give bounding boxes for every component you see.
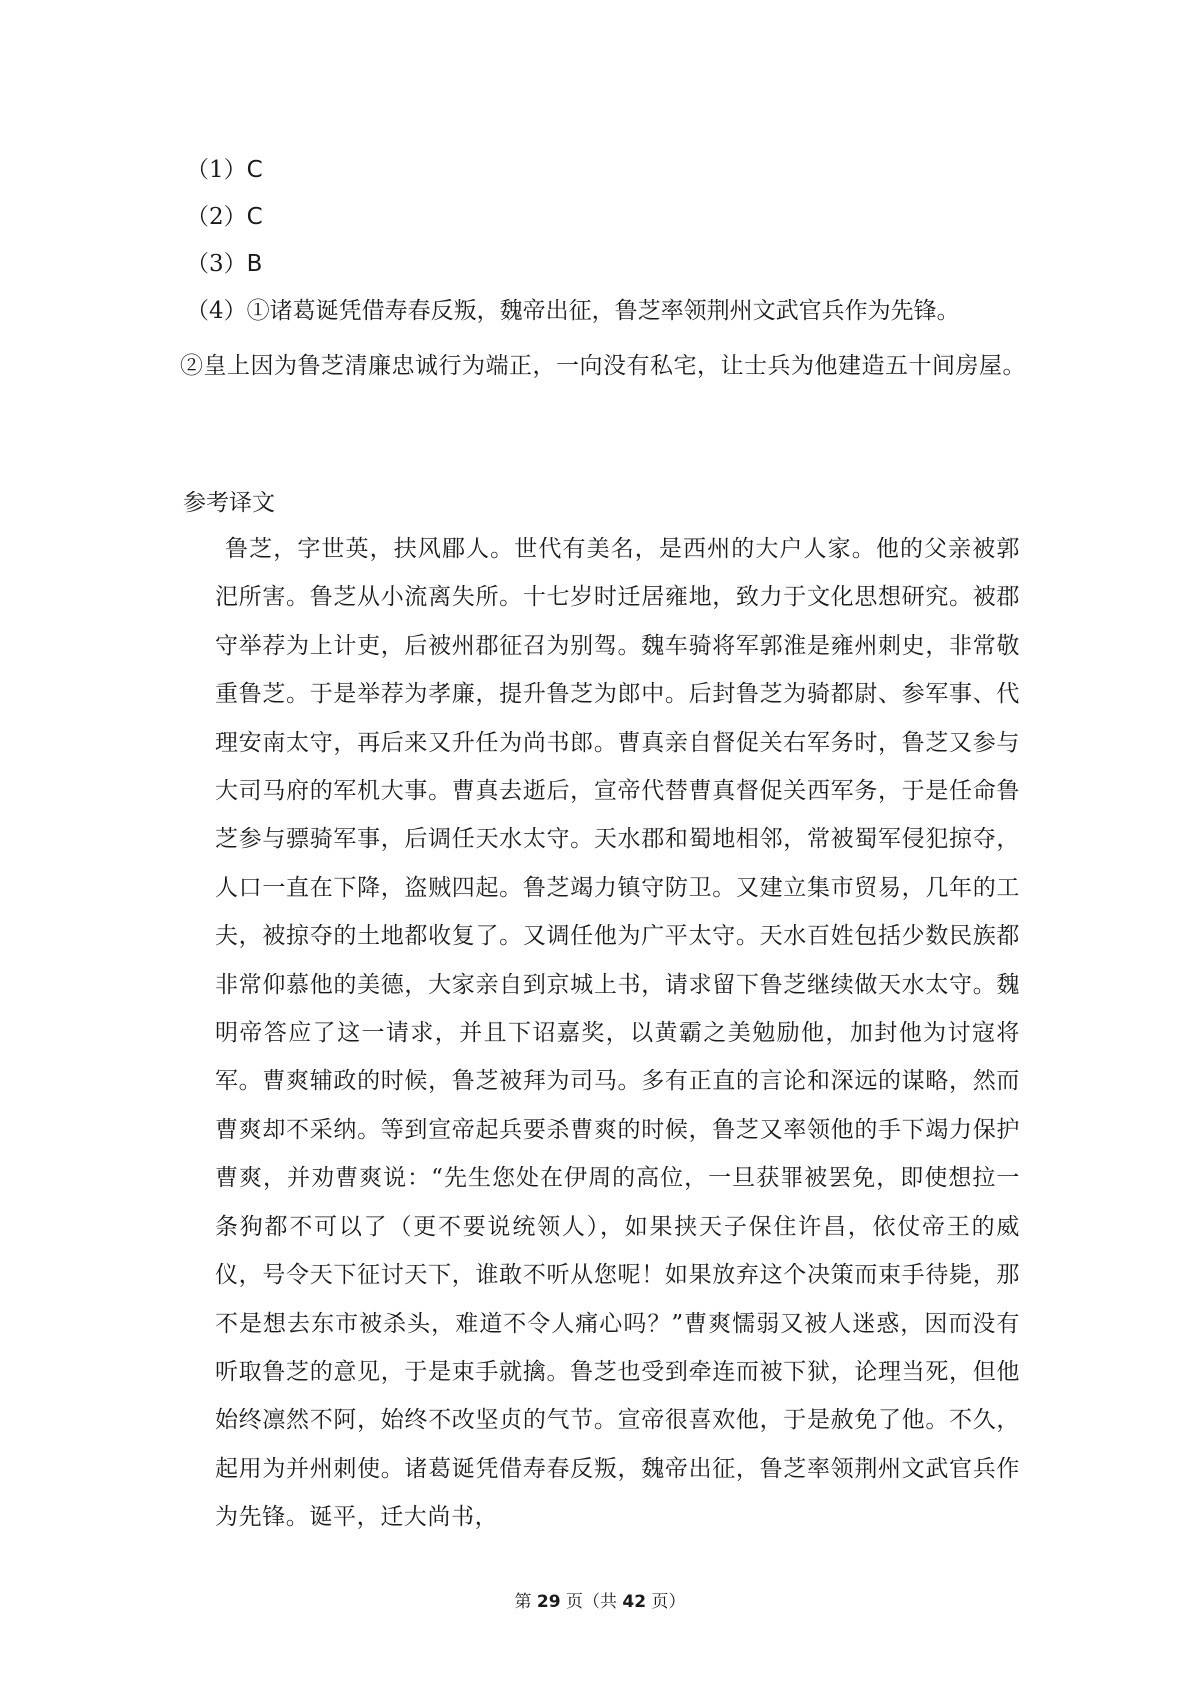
answer-4-part-2-block xyxy=(180,340,1030,393)
answer-4-label: （4） xyxy=(186,298,247,324)
translation-title: 参考译文 xyxy=(183,490,275,516)
footer-middle: 页（共 xyxy=(566,1592,617,1612)
footer-page-number: 29 xyxy=(536,1592,561,1612)
answer-3-label: （3） xyxy=(186,251,247,277)
answer-4-part-1: ①诸葛诞凭借寿春反叛，魏帝出征，鲁芝率领荆州文武官兵作为先锋。 xyxy=(246,298,960,324)
answer-3 xyxy=(186,249,262,279)
answer-4-part-2: ②皇上因为鲁芝清廉忠诚行为端正，一向没有私宅，让士兵为他建造五十间房屋。 xyxy=(180,353,1026,379)
answer-1-label: （1） xyxy=(186,157,247,183)
answer-2-label: （2） xyxy=(186,204,247,230)
answer-4 xyxy=(186,296,960,326)
answer-2-value: C xyxy=(246,204,263,230)
footer-total-pages: 42 xyxy=(622,1592,647,1612)
answer-1 xyxy=(186,155,263,185)
page-footer xyxy=(0,1590,1200,1614)
translation-body: 鲁芝，字世英，扶风郿人。世代有美名，是西州的大户人家。他的父亲被郭汜所害。鲁芝从小流离失所。十七岁时迁居雍地，致力于文化思想研究。被郡守举荐为上计吏，后被州郡征召为别驾。魏车骑将军郭淮是雍州刺史，非常敬重鲁芝。于是举荐为孝廉，提升鲁芝为郎中。后封鲁芝为骑都尉、参军事、代理安南太守，再后来又升任为尚书郎。曹真亲自督促关右军务时，鲁芝又参与大司马府的军机大事。曹真去逝后，宣帝代替曹真督促关西军务，于是任命鲁芝参与骠骑军事，后调任天水太守。天水郡和蜀地相邻，常被蜀军侵犯掠夺，人口一直在下降，盗贼四起。鲁芝竭力镇守防卫。又建立集市贸易，几年的工夫，被掠夺的土地都收复了。又调任他为广平太守。天水百姓包括少数民族都非常仰慕他的美德，大家亲自到京城上书，请求留下鲁芝继续做天水太守。魏明帝答应了这一请求，并且下诏嘉奖，以黄霸之美勉励他，加封他为讨寇将军。曹爽辅政的时候，鲁芝被拜为司马。多有正直的言论和深远的谋略，然而曹爽却不采纳。等到宣帝起兵要杀曹爽的时候，鲁芝又率领他的手下竭力保护曹爽，并劝曹爽说：“先生您处在伊周的高位，一旦获罪被罢免，即使想拉一条狗都不可以了（更不要说统领人），如果挟天子保住许昌，依仗帝王的威仪，号令天下征讨天下，谁敢不听从您呢！如果放弃这个决策而束手待毙，那不是想去东市被杀头，难道不令人痛心吗？”曹爽懦弱又被人迷惑，因而没有听取鲁芝的意见，于是束手就擒。鲁芝也受到牵连而被下狱，论理当死，但他始终凛然不阿，始终不改坚贞的气节。宣帝很喜欢他，于是赦免了他。不久，起用为并州刺使。诸葛诞凭借寿春反叛，魏帝出征，鲁芝率领荆州文武官兵作为先锋。诞平，迁大尚书， xyxy=(215,536,1020,1531)
answer-2 xyxy=(186,202,263,232)
footer-suffix: 页） xyxy=(651,1592,686,1612)
footer-prefix: 第 xyxy=(514,1592,532,1612)
answer-1-value: C xyxy=(246,157,263,183)
answer-3-value: B xyxy=(246,251,263,277)
